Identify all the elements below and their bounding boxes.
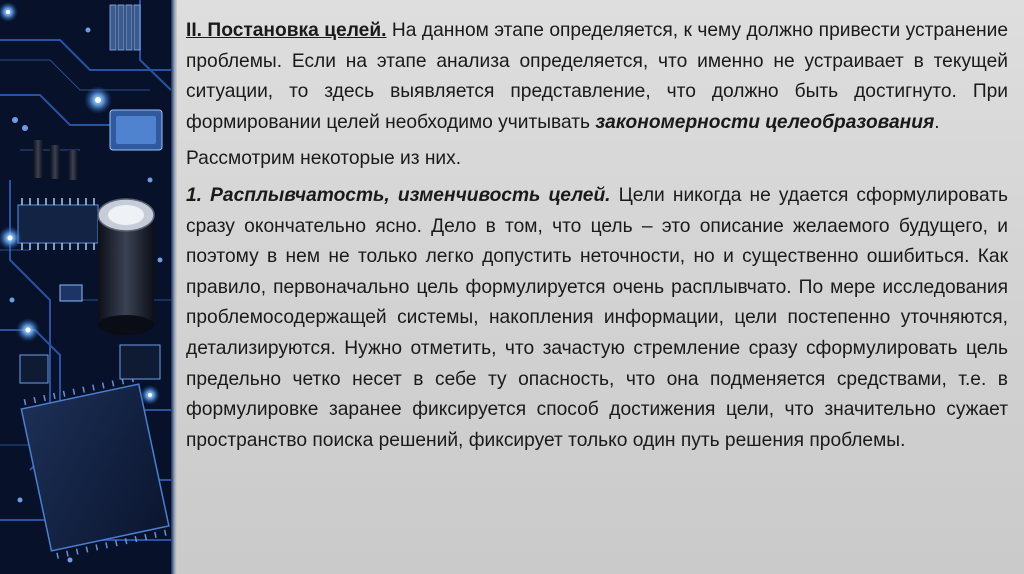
- circuit-board-illustration: [0, 0, 171, 574]
- paragraph-end: .: [934, 111, 940, 133]
- circuit-board-image: [0, 0, 171, 574]
- paragraph-text: Цели никогда не удается сформулировать сразу окончательно ясно. Дело в том, что цель – это описание желаемого будущего, и поэтому в нем не только легко допустить неточности, но и существенно ошибиться. Как правило, первоначально цель формулируется очень расплывчато. По мере исследования проблемосодержащей системы, накопления информации, цели постепенно уточняются, детализируются. Нужно отметить, что зачастую стремление сразу сформулировать цель предельно четко несет в себе ту опасность, что она подменяется средствами, т.е. в формулировке заранее фиксируется способ достижения цели, что значительно сужает пространство поиска решений, фиксирует только один путь решения проблемы.: [186, 184, 1008, 451]
- emphasis-goal-patterns: закономерности целеобразования: [595, 111, 935, 133]
- section-heading-goal-setting: II. Постановка целей.: [186, 20, 387, 41]
- point-heading-vagueness: 1. Расплывчатость, изменчивость целей.: [186, 184, 611, 206]
- paragraph-vagueness: [186, 181, 1008, 456]
- paragraph-text: На данном этапе определяется, к чему должно привести устранение проблемы. Если на этапе анализа определяется, что именно не устраивает в текущей ситуации, то здесь выявляется представление, что должно быть достигнуто. При формировании целей необходимо учитывать: [186, 20, 1009, 133]
- slide-body: [186, 16, 1008, 462]
- paragraph-intro-list: [186, 144, 1008, 175]
- paragraph-goal-setting: [186, 16, 1008, 138]
- paragraph-text: Рассмотрим некоторые из них.: [186, 148, 462, 170]
